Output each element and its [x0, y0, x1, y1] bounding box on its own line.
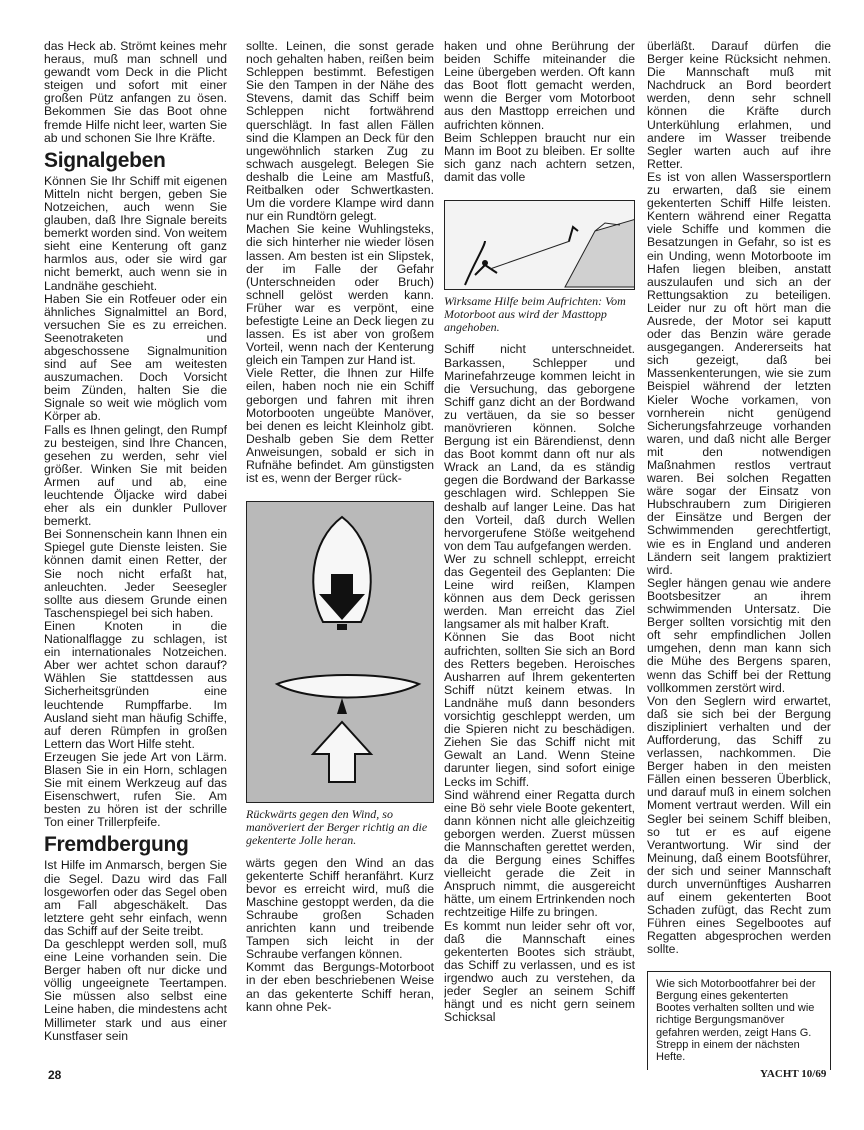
paragraph: sollte. Leinen, die sonst gerade noch gehalten haben, reißen beim Schleppen bestimmt. Befestigen Sie den Tampen in der Nähe des Stevens, damit das Schiff beim Schleppen nicht fortwährend querschlägt. In fast allen Fällen sind die Klampen an Deck für den ungewöhnlich starken Zug zu schwach ausgelegt. Belegen Sie deshalb die Leine am Mastfuß, Reitbalken oder Schwertkasten. Um die vordere Klampe wird dann nur ein Rundtörn gelegt. [246, 40, 434, 224]
issue-label: YACHT 10/69 [760, 1068, 827, 1080]
paragraph: Beim Schleppen braucht nur ein Mann im Boot zu bleiben. Er sollte sich ganz nach achtern setzen, damit das volle [444, 130, 635, 184]
text-column-3 [444, 40, 635, 1070]
paragraph: Es kommt nun leider sehr oft vor, daß die Mannschaft eines gekenterten Bootes sich sträubt, das Schiff zu verlassen, und es ist irgendwo auch zu verstehen, da jeder Segler an seinem Schiff hängt und es nicht gern seinem Schicksal [444, 918, 635, 1025]
paragraph: Von den Seglern wird erwartet, daß sie sich bei der Bergung diszipliniert verhalten und der Aufforderung, das Schiff zu verlassen, nachkommen. Die Berger haben in den meisten Fällen einen besseren Überblick, und darauf muß in einem solchen Moment vertraut werden. Will ein Segler bei seinem Schiff bleiben, so tut er es auf eigene Verantwortung. Wir sind der Meinung, daß einem Bootsführer, der sich und seiner Mannschaft durch unvernünftiges Ausharren auf einem gekenterten Boot Schaden zufügt, das Recht zum Führen eines Segelbootes auf Regatten abgesprochen werden sollte. [647, 693, 831, 957]
paragraph: Machen Sie keine Wuhlingsteks, die sich hinterher nie wieder lösen lassen. Am besten ist ein Slipstek, der im Falle der Gefahr (Unterschneiden oder Bruch) schnell gelöst werden kann. Früher war es verpönt, eine befestigte Leine an Deck liegen zu lassen. Es ist aber von großem Vorteil, wenn nach der Kenterung gleich ein Tampen zur Hand ist. [246, 222, 434, 368]
paragraph: Können Sie Ihr Schiff mit eigenen Mitteln nicht bergen, geben Sie Notzeichen, auch wenn Sie glauben, daß Ihre Signale bereits bemerkt worden sind. Von weitem sieht eine Kenterung oft ganz harmlos aus, oder sie wird gar nicht bemerkt, auch wenn sie in Landnähe geschieht. [44, 173, 227, 293]
figure-caption: Rückwärts gegen den Wind, so manöveriert der Berger richtig an die gekenterte Jolle heran. [246, 807, 428, 847]
rudder-shape [337, 624, 347, 630]
paragraph: Kommt das Bergungs-Motorboot in der eben beschriebenen Weise an das gekenterte Schiff heran, kann ohne Pek- [246, 960, 434, 1014]
paragraph: Erzeugen Sie jede Art von Lärm. Blasen Sie in ein Horn, schlagen Sie mit einem Werkzeug auf das Eisenschwert, rufen Sie. Am besten zu hören ist der schrille Ton einer Trillerpfeife. [44, 749, 227, 830]
paragraph: Ist Hilfe im Anmarsch, bergen Sie die Segel. Dazu wird das Fall losgeworfen oder das Segel oben am Fall abgeschäkelt. Das letztere geht sehr einfach, wenn das Schiff auf der Seite treibt. [44, 858, 227, 938]
towing-approach-illustration [246, 501, 434, 803]
paragraph: Können Sie das Boot nicht aufrichten, sollten Sie sich an Bord des Retters begeben. Heroisches Ausharren auf Ihrem gekenterten Schiff nützt keinem etwas. In Landnähe muß dann besonders vorsichtig geschleppt werden, um die Spieren nicht zu beschädigen. Ziehen Sie das Schiff nicht mit Gewalt an Land. Wenn Steine darunter liegen, sind sofort einige Lecks im Schiff. [444, 630, 635, 789]
paragraph: Da geschleppt werden soll, muß eine Leine vorhanden sein. Die Berger haben oft nur dicke und völlig ungeeignete Teertampen. Sie müssen also selbst eine Leine haben, die mindestens acht Millimeter stark und aus einer Kunstfaser sein [44, 937, 227, 1043]
paragraph: Schiff nicht unterschneidet. Barkassen, Schlepper und Marinefahrzeuge kommen leicht in die Versuchung, das geborgene Schiff ganz dicht an der Bordwand zu vertäuen, da sie so besser manövrieren können. Solche Bergung ist ein Bärendienst, denn das Boot kommt dann oft nur als Wrack an Land, da es ständig gegen die Bordwand der Barkasse geschlagen wird. Schleppen Sie deshalb auf langer Leine. Das hat den Vorteil, daß durch Wellen hervorgerufene Stöße weitgehend von dem Tau aufgefangen werden. [444, 342, 635, 553]
mast-lift-diagram [445, 201, 635, 289]
paragraph: Wer zu schnell schleppt, erreicht das Gegenteil des Geplanten: Die Leine wird reißen, Klampen können aus dem Deck gerissen werden. Man erreicht das Ziel langsamer als mit halber Kraft. [444, 551, 635, 632]
paragraph: haken und ohne Berührung der beiden Schiffe miteinander die Leine übergeben werden. Oft kann das Boot flott gemacht werden, wenn die Berger vom Motorboot aus den Masttopp erreichen und aufrichten können. [444, 40, 635, 132]
paragraph: Einen Knoten in die Nationalflagge zu schlagen, ist ein internationales Notzeichen. Aber wer achtet schon darauf? Wählen Sie stattdessen aus Sicherheitsgründen eine leuchtende Rumpffarbe. Im Ausland sieht man häufig Schiffe, auf deren Rümpfen in großen Lettern das Wort Hilfe steht. [44, 618, 227, 751]
figure-caption: Wirksame Hilfe beim Aufrichten: Vom Motorboot aus wird der Masttopp angehoben. [444, 294, 626, 334]
paragraph: Sind während einer Regatta durch eine Bö sehr viele Boote gekentert, dann können nicht alle gleichzeitig geborgen werden. Zuerst müssen die Mannschaften gerettet werden, da die Bergung eines Schiffes vielleicht gerade die Zeit in Anspruch nimmt, die ausgereicht hätte, um einem Ertrinkenden noch rechtzeitige Hilfe zu bringen. [444, 787, 635, 920]
paragraph: Bei Sonnenschein kann Ihnen ein Spiegel gute Dienste leisten. Sie können damit einen Retter, der Sie noch nicht erfaßt hat, anleuchten. Jeder Seesegler sollte aus diesem Grunde einen Taschenspiegel bei sich haben. [44, 527, 227, 620]
editor-note-box: Wie sich Motorbootfahrer bei der Bergung eines gekenterten Bootes verhalten sollten und wie richtige Bergungsmanöver gefahren werden, zeigt Hans G. Strepp in einem der nächsten Hefte. [647, 971, 831, 1070]
paragraph: Es ist von allen Wassersportlern zu erwarten, daß sie einem gekenterten Schiff Hilfe leisten. Kentern während einer Regatta viele Schiffe und kommen die Besatzungen in Gefahr, so ist es ein Unding, wenn Motorboote im Hafen liegen bleiben, anstatt auszulaufen und sich an der Rettungsaktion zu beteiligen. Leider nur zu oft hört man die Ausrede, der Motor sei kaputt oder das Benzin wäre gerade ausgegangen. Andererseits hat sich gezeigt, daß bei Massenkenterungen, wie sie zum Beispiel während der letzten Kieler Woche vorkamen, von vornherein nicht genügend Sicherungsfahrzeuge vorhanden waren, und daß nicht alle Berger mit den notwendigen Maßnahmen restlos vertraut waren. Bei solchen Regatten wäre sogar der Einsatz von Hubschraubern zum Dirigieren der Einsätze und Bergen der Schwimmenden gerechtfertigt, wie es in England und anderen Ländern seit langem praktiziert wird. [647, 169, 831, 577]
section-heading-signalgeben: Signalgeben [44, 148, 166, 172]
paragraph: Haben Sie ein Rotfeuer oder ein ähnliches Signalmittel an Bord, versuchen Sie es zu erreichen. Seenotraketen und abgeschossene Signalmunition sind auf See am weitesten auszumachen. Doch Vorsicht beim Zünden, halten Sie die Signale so weit wie möglich vom Körper ab. [44, 291, 227, 424]
paragraph: Falls es Ihnen gelingt, den Rumpf zu besteigen, sind Ihre Chancen, gesehen zu werden, sehr viel größer. Winken Sie mit beiden Armen auf und ab, eine leuchtende Öljacke wird dabei eher als ein dunkler Pullover bemerkt. [44, 422, 227, 529]
paragraph: Segler hängen genau wie andere Bootsbesitzer an ihrem schwimmenden Untersatz. Die Berger sollten vorsichtig mit den oft sehr empfindlichen Jollen umgehen, denn man kann sich die Mühe des Bergens sparen, wenn das Schiff bei der Rettung vollkommen zerstört wird. [647, 575, 831, 695]
paragraph: Viele Retter, die Ihnen zur Hilfe eilen, haben noch nie ein Schiff geborgen und fahren mit ihren Motorbooten ungeübte Manöver, bei denen es leicht Kleinholz gibt. Deshalb geben Sie dem Retter Anweisungen, sobald er sich in Rufnähe befindet. Am günstigsten ist es, wenn der Berger rück- [246, 366, 434, 486]
boat-rescue-diagram [247, 502, 434, 802]
paragraph: wärts gegen den Wind an das gekenterte Schiff heranfährt. Kurz bevor es erreicht wird, muß die Maschine gestoppt werden, da die Schraube großen Schaden anrichten kann und treibende Tampen sich leicht in der Schraube verfangen können. [246, 855, 434, 962]
text-column-1 [44, 40, 227, 1070]
section-heading-fremdbergung: Fremdbergung [44, 833, 189, 857]
paragraph: überläßt. Darauf dürfen die Berger keine Rücksicht nehmen. Die Mannschaft muß mit Nachdruck an Bord beordert werden, denn sehr schnell können die Kräfte durch Unterkühlung erlahmen, und andere im Wasser treibende Segler warten auch auf ihre Retter. [647, 40, 831, 171]
page-number: 28 [48, 1068, 62, 1082]
text-column-2 [246, 40, 434, 1070]
mast-lift-illustration [444, 200, 635, 290]
paragraph: das Heck ab. Strömt keines mehr heraus, muß man schnell und gewandt vom Deck in die Plicht steigen und sofort mit einer großen Pütz anfangen zu ösen. Bekommen Sie das Boot ohne fremde Hilfe nicht leer, warten Sie ab und schonen Sie Ihre Kräfte. [44, 40, 227, 145]
text-column-4 [647, 40, 831, 1070]
